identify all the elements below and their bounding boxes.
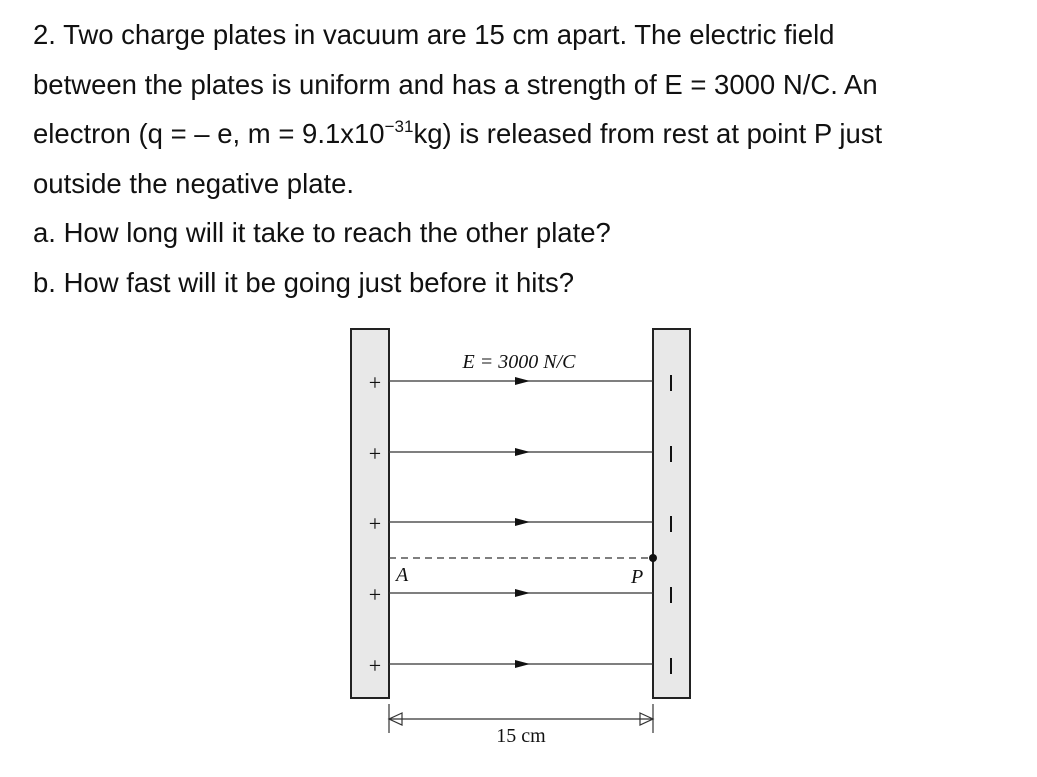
exponent: −31 (384, 117, 414, 136)
arrowhead (515, 377, 530, 385)
line3-after: kg) is released from rest at point P just (413, 118, 883, 149)
problem-line-1: 2. Two charge plates in vacuum are 15 cm apart. The electric field (33, 19, 835, 50)
problem-line-4: outside the negative plate. (33, 167, 355, 199)
arrowhead (515, 518, 530, 526)
field-label: E = 3000 N/C (462, 351, 576, 373)
problem-line-2: between the plates is uniform and has a strength of E = 3000 N/C. An (33, 68, 878, 100)
point-p-label: P (631, 566, 644, 588)
arrowhead (515, 589, 530, 597)
plus-sign: + (368, 653, 382, 678)
point-p-dot (649, 554, 657, 562)
plus-sign: + (368, 511, 382, 536)
arrowhead (515, 660, 530, 668)
line3-before: electron (q = – e, m = 9.1x10 (33, 118, 385, 149)
plus-sign: + (368, 370, 382, 395)
field-arrowheads (515, 377, 530, 668)
question-b: b. How fast will it be going just before it hits? (33, 266, 575, 298)
separation-label: 15 cm (496, 725, 546, 747)
point-a-label: A (396, 564, 409, 586)
plus-sign: + (368, 441, 382, 466)
question-a: a. How long will it take to reach the other plate? (33, 217, 611, 248)
arrowhead (515, 448, 530, 456)
plus-sign: + (368, 582, 382, 607)
